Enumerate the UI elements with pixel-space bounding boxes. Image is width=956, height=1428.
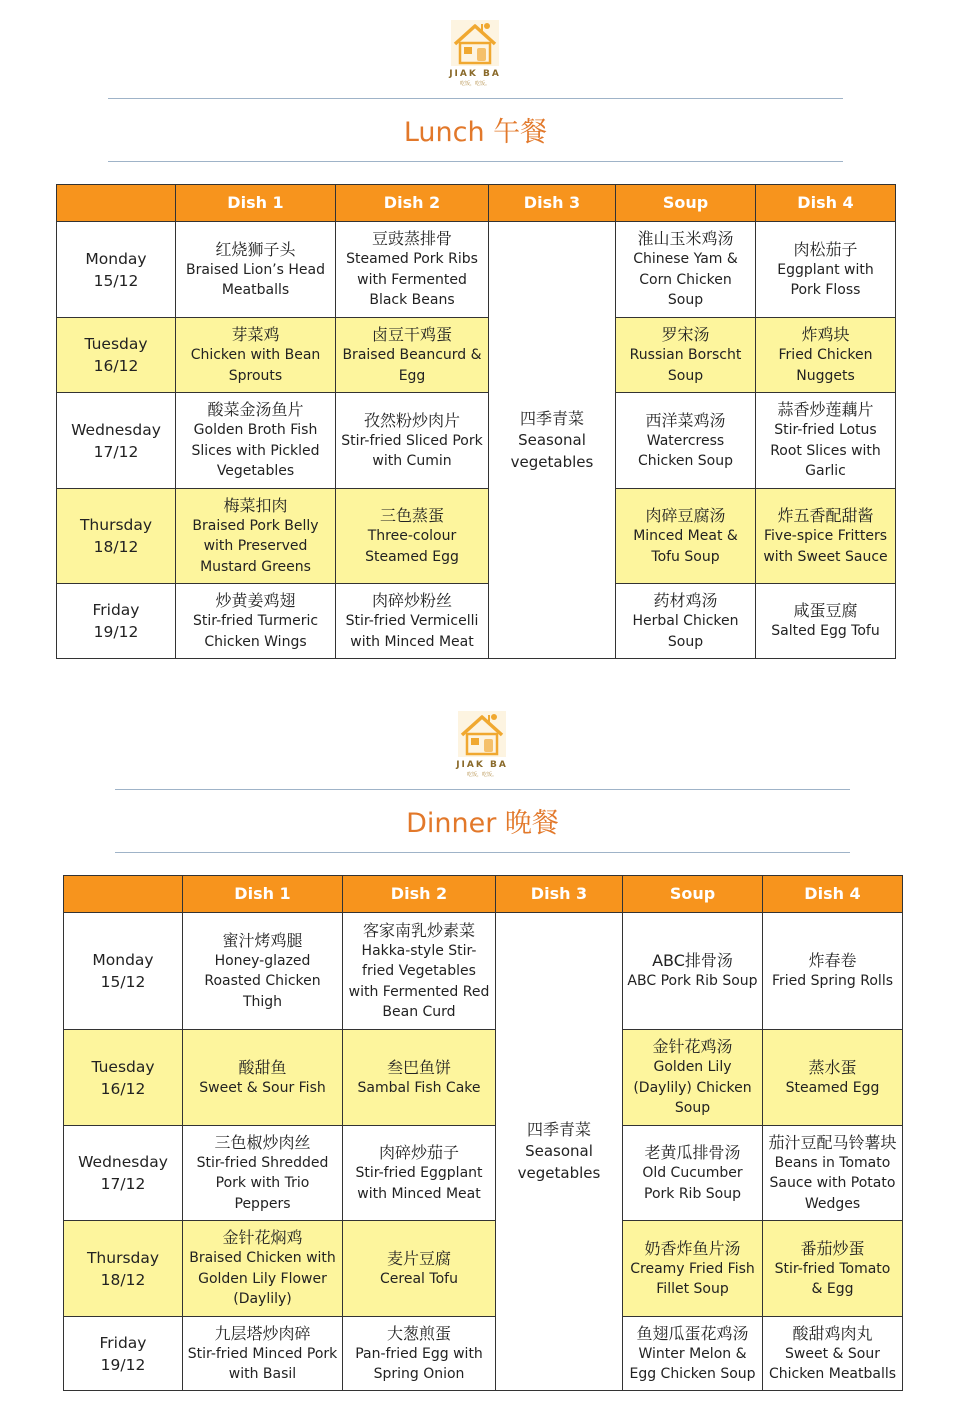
dish-name-en: ABC Pork Rib Soup [627, 973, 758, 990]
dinner-menu-table [63, 875, 903, 1391]
day-cell [57, 222, 176, 318]
dish-name-cn: 四季青菜 [526, 1120, 591, 1139]
day-name: Friday [92, 601, 140, 619]
day-cell [57, 489, 176, 584]
dish-name-en: Herbal Chicken Soup [632, 613, 739, 650]
table-row [57, 318, 896, 393]
dish-3-cell [489, 222, 616, 659]
dish-name-cn: 大葱煎蛋 [386, 1323, 451, 1343]
day-cell [57, 584, 176, 659]
day-name: Thursday [86, 1248, 160, 1267]
dish-2-cell [336, 584, 489, 659]
dish-name-en: Hakka-style Stir-fried Vegetables with Fermented Red Bean Curd [348, 942, 490, 1020]
dish-name-cn: 老黄瓜排骨汤 [644, 1143, 741, 1162]
dish-4-cell [756, 318, 896, 393]
dish-name-cn: 淮山玉米鸡汤 [637, 229, 734, 249]
day-cell [64, 1126, 183, 1221]
dish-name-cn: 蒜香炒莲藕片 [777, 400, 874, 420]
house-icon [447, 18, 503, 68]
header-dish-2: Dish 2 [343, 876, 496, 913]
dish-2-cell [343, 1126, 496, 1221]
dish-name-en: Sambal Fish Cake [357, 1079, 481, 1096]
table-row [57, 393, 896, 489]
dish-name-en: Fried Spring Rolls [772, 973, 893, 990]
brand-logo [430, 18, 520, 87]
dish-name-en: Braised Lion’s Head Meatballs [185, 261, 325, 298]
day-date: 16/12 [100, 1079, 146, 1098]
day-date: 16/12 [93, 357, 139, 375]
dish-2-cell [336, 222, 489, 318]
dish-2-cell [336, 489, 489, 584]
dish-name-en: Cereal Tofu [380, 1270, 458, 1287]
dish-name-en: Minced Meat & Tofu Soup [633, 528, 738, 565]
dish-name-cn: 酸甜鸡肉丸 [792, 1323, 873, 1343]
dish-name-en: Braised Beancurd & Egg [342, 347, 482, 384]
soup-cell [616, 222, 756, 318]
dish-name-en: Braised Chicken with Golden Lily Flower (Daylily) [189, 1250, 336, 1308]
dish-4-cell [763, 1126, 903, 1221]
dish-name-en: Chicken with Bean Sprouts [190, 347, 321, 384]
header-dish-3: Dish 3 [489, 185, 616, 222]
dish-name-cn: 肉碎炒茄子 [378, 1143, 459, 1162]
brand-name: JIAK BA [449, 69, 501, 79]
dish-1-cell [183, 1126, 343, 1221]
dish-name-cn: 芽菜鸡 [231, 325, 280, 344]
dish-2-cell [336, 318, 489, 393]
day-date: 19/12 [100, 1355, 146, 1374]
dish-name-cn: 番茄炒蛋 [800, 1238, 865, 1258]
dinner-title: Dinner 晚餐 [406, 808, 559, 839]
dish-name-en: Eggplant with Pork Floss [777, 261, 874, 298]
dish-name-en: Stir-fried Tomato & Egg [774, 1260, 891, 1297]
table-row [64, 1317, 903, 1391]
dish-name-en: Five-spice Fritters with Sweet Sauce [763, 528, 888, 565]
dish-1-cell [176, 318, 336, 393]
lunch-menu-table [56, 184, 896, 659]
dish-4-cell [756, 584, 896, 659]
dish-1-cell [176, 584, 336, 659]
dish-name-cn: 九层塔炒肉碎 [214, 1323, 311, 1343]
dish-name-cn: 罗宋汤 [661, 325, 710, 344]
soup-cell [623, 913, 763, 1030]
table-row [57, 222, 896, 318]
lunch-bottom-divider [108, 161, 843, 162]
dish-name-cn: 金针花鸡汤 [652, 1037, 733, 1057]
dish-name-en: Stir-fried Vermicelli with Minced Meat [345, 613, 479, 650]
dish-name-cn: 药材鸡汤 [653, 591, 718, 610]
day-date: 17/12 [100, 1175, 146, 1193]
dish-name-en: Three-colour Steamed Egg [365, 528, 459, 565]
day-name: Tuesday [84, 335, 148, 353]
dish-name-cn: 炸春卷 [808, 951, 857, 971]
header-dish-4: Dish 4 [763, 876, 903, 913]
dish-4-cell [756, 222, 896, 318]
dish-name-cn: 酸菜金汤鱼片 [207, 400, 304, 420]
dish-1-cell [183, 1221, 343, 1317]
table-row [64, 1221, 903, 1317]
dish-name-en: Stir-fried Minced Pork with Basil [187, 1345, 338, 1382]
header-dish-4: Dish 4 [756, 185, 896, 222]
dish-name-cn: 豆豉蒸排骨 [371, 229, 452, 249]
dish-name-en: Creamy Fried Fish Fillet Soup [630, 1260, 755, 1297]
table-header-row [57, 185, 896, 222]
soup-cell [623, 1126, 763, 1221]
dish-name-en: Pan-fried Egg with Spring Onion [355, 1345, 483, 1382]
dish-name-cn: 肉松茄子 [793, 239, 858, 259]
dish-name-cn: 客家南乳炒素菜 [362, 920, 475, 940]
dish-name-en: Russian Borscht Soup [629, 347, 742, 384]
day-cell [64, 1221, 183, 1317]
day-date: 17/12 [93, 442, 139, 461]
dish-4-cell [756, 489, 896, 584]
day-date: 18/12 [100, 1270, 146, 1289]
day-name: Tuesday [91, 1057, 155, 1076]
dish-name-en: Golden Lily (Daylily) Chicken Soup [633, 1059, 752, 1117]
header-day [64, 876, 183, 913]
dish-1-cell [183, 1030, 343, 1126]
header-soup: Soup [616, 185, 756, 222]
dish-3-cell [496, 913, 623, 1391]
dish-name-cn: 梅菜扣肉 [223, 495, 288, 515]
dish-1-cell [176, 489, 336, 584]
table-row [64, 913, 903, 1030]
lunch-top-divider [108, 98, 843, 99]
day-name: Monday [92, 951, 154, 969]
day-date: 19/12 [93, 623, 139, 641]
dish-name-cn: 三色蒸蛋 [379, 506, 444, 525]
day-name: Friday [99, 1333, 147, 1352]
brand-tagline: 吃饭，吃饭。 [459, 81, 490, 87]
dish-name-cn: ABC排骨汤 [652, 951, 733, 971]
dish-2-cell [336, 393, 489, 489]
day-name: Thursday [79, 516, 153, 534]
dish-4-cell [756, 393, 896, 489]
dish-name-en: Honey-glazed Roasted Chicken Thigh [204, 952, 321, 1010]
dish-4-cell [763, 913, 903, 1030]
dish-name-cn: 四季青菜 [519, 408, 584, 428]
dish-name-en: Sweet & Sour Fish [199, 1079, 326, 1096]
dish-name-cn: 卤豆干鸡蛋 [371, 325, 452, 344]
dish-name-en: Golden Broth Fish Slices with Pickled Vegetables [191, 422, 320, 480]
soup-cell [616, 489, 756, 584]
dish-name-en: Beans in Tomato Sauce with Potato Wedges [769, 1154, 896, 1212]
house-icon [454, 709, 510, 759]
dish-name-en: Seasonal vegetables [510, 430, 594, 471]
dish-4-cell [763, 1030, 903, 1126]
dish-1-cell [176, 222, 336, 318]
header-dish-2: Dish 2 [336, 185, 489, 222]
dish-name-cn: 蜜汁烤鸡腿 [222, 930, 303, 950]
dish-name-cn: 咸蛋豆腐 [793, 601, 858, 621]
dish-name-cn: 酸甜鱼 [238, 1057, 287, 1077]
dish-name-cn: 蒸水蛋 [808, 1057, 857, 1077]
brand-logo [437, 709, 527, 778]
dish-name-cn: 炸五香配甜酱 [777, 506, 874, 525]
dish-name-en: Stir-fried Lotus Root Slices with Garlic [770, 422, 881, 480]
table-row [57, 489, 896, 584]
dish-name-cn: 奶香炸鱼片汤 [644, 1238, 741, 1258]
dish-name-cn: 炸鸡块 [801, 325, 850, 344]
dish-name-en: Watercress Chicken Soup [638, 432, 733, 469]
table-header-row [64, 876, 903, 913]
day-cell [57, 318, 176, 393]
table-row [64, 1126, 903, 1221]
day-name: Monday [85, 249, 147, 268]
soup-cell [616, 318, 756, 393]
dish-name-en: Steamed Egg [785, 1079, 880, 1096]
dish-name-cn: 麦片豆腐 [386, 1248, 451, 1268]
day-cell [64, 913, 183, 1030]
soup-cell [616, 393, 756, 489]
dish-name-en: Old Cucumber Pork Rib Soup [642, 1165, 743, 1202]
lunch-title: Lunch 午餐 [403, 117, 548, 148]
dish-name-en: Braised Pork Belly with Preserved Mustard Greens [192, 517, 319, 575]
dish-1-cell [183, 913, 343, 1030]
day-date: 18/12 [93, 538, 139, 556]
dish-name-cn: 鱼翅瓜蛋花鸡汤 [636, 1323, 749, 1343]
dish-2-cell [343, 1221, 496, 1317]
dish-2-cell [343, 1030, 496, 1126]
header-day [57, 185, 176, 222]
dish-name-cn: 孜然粉炒肉片 [363, 410, 460, 430]
dish-name-cn: 金针花焖鸡 [222, 1228, 303, 1248]
dish-name-cn: 叁巴鱼饼 [386, 1057, 451, 1077]
soup-cell [623, 1030, 763, 1126]
dish-4-cell [763, 1317, 903, 1391]
table-row [64, 1030, 903, 1126]
dish-name-en: Seasonal vegetables [517, 1142, 601, 1182]
dish-1-cell [183, 1317, 343, 1391]
day-name: Wednesday [71, 420, 161, 439]
day-cell [64, 1317, 183, 1391]
dinner-top-divider [115, 789, 850, 790]
day-cell [57, 393, 176, 489]
soup-cell [616, 584, 756, 659]
day-name: Wednesday [78, 1153, 168, 1171]
dish-name-cn: 茄汁豆配马铃薯块 [768, 1132, 897, 1152]
dish-name-en: Stir-fried Eggplant with Minced Meat [355, 1165, 483, 1202]
dish-name-cn: 肉碎炒粉丝 [371, 591, 452, 610]
dish-4-cell [763, 1221, 903, 1317]
dish-name-cn: 炒黄姜鸡翅 [215, 591, 296, 610]
dish-name-en: Stir-fried Shredded Pork with Trio Peppers [196, 1154, 329, 1212]
dish-1-cell [176, 393, 336, 489]
header-soup: Soup [623, 876, 763, 913]
dinner-bottom-divider [115, 852, 850, 853]
header-dish-1: Dish 1 [176, 185, 336, 222]
dish-name-cn: 肉碎豆腐汤 [645, 506, 726, 525]
dish-name-cn: 三色椒炒肉丝 [214, 1132, 311, 1152]
day-cell [64, 1030, 183, 1126]
dish-name-cn: 西洋菜鸡汤 [645, 410, 726, 430]
dish-name-en: Chinese Yam & Corn Chicken Soup [633, 251, 738, 309]
dish-name-en: Fried Chicken Nuggets [778, 347, 873, 384]
dish-name-en: Stir-fried Turmeric Chicken Wings [192, 613, 319, 650]
dish-name-en: Steamed Pork Ribs with Fermented Black Beans [346, 251, 478, 309]
dish-name-en: Salted Egg Tofu [771, 623, 880, 640]
day-date: 15/12 [100, 973, 146, 991]
dish-2-cell [343, 1317, 496, 1391]
soup-cell [623, 1317, 763, 1391]
table-row [57, 584, 896, 659]
day-date: 15/12 [93, 271, 139, 290]
brand-tagline: 吃饭，吃饭。 [466, 772, 497, 778]
header-dish-3: Dish 3 [496, 876, 623, 913]
dish-name-en: Sweet & Sour Chicken Meatballs [768, 1345, 897, 1382]
dish-name-en: Winter Melon & Egg Chicken Soup [629, 1345, 756, 1382]
header-dish-1: Dish 1 [183, 876, 343, 913]
brand-name: JIAK BA [456, 760, 508, 770]
dish-2-cell [343, 913, 496, 1030]
dish-name-cn: 红烧狮子头 [215, 239, 296, 259]
soup-cell [623, 1221, 763, 1317]
dish-name-en: Stir-fried Sliced Pork with Cumin [341, 432, 483, 469]
